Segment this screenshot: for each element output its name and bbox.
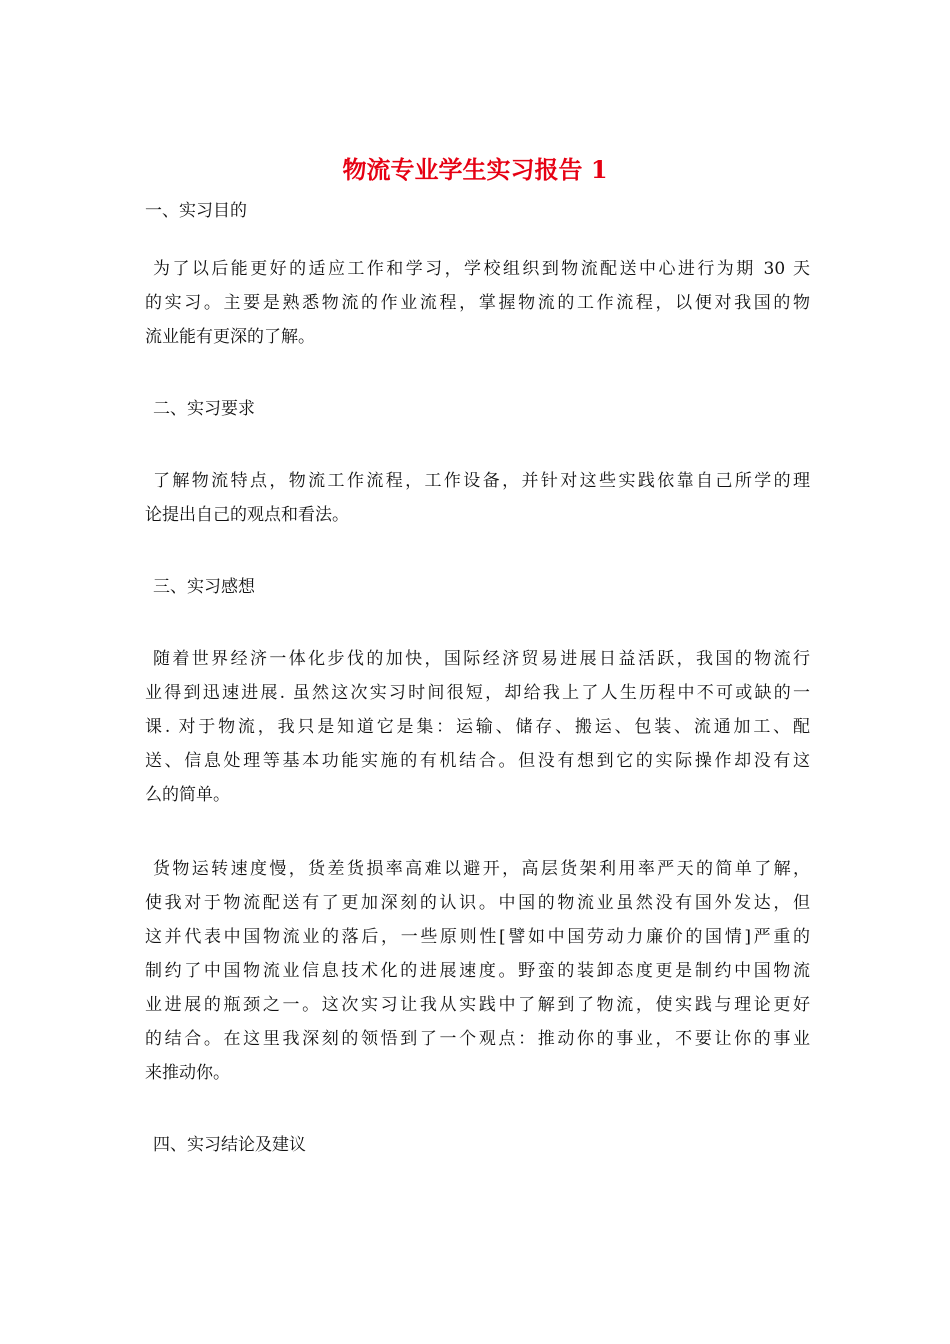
paragraph-line: 的实习。主要是熟悉物流的作业流程，掌握物流的工作流程，以便对我国的物 xyxy=(145,293,810,313)
paragraph-line: 论提出自己的观点和看法。 xyxy=(145,505,349,525)
paragraph-line: 业进展的瓶颈之一。这次实习让我从实践中了解到了物流，使实践与理论更好 xyxy=(145,995,810,1015)
document-body xyxy=(145,196,810,1160)
paragraph-line: 的结合。在这里我深刻的领悟到了一个观点：推动你的事业，不要让你的事业 xyxy=(145,1029,810,1049)
paragraph-line: 这并代表中国物流业的落后，一些原则性[譬如中国劳动力廉价的国情]严重的 xyxy=(145,927,810,947)
paragraph-line: 流业能有更深的了解。 xyxy=(145,327,315,347)
paragraph-reflections-1 xyxy=(145,642,810,812)
paragraph-line: 送、信息处理等基本功能实施的有机结合。但没有想到它的实际操作却没有这 xyxy=(145,751,810,771)
paragraph-line: 随着世界经济一体化步伐的加快，国际经济贸易进展日益活跃，我国的物流行 xyxy=(153,649,810,669)
paragraph-line: 为了以后能更好的适应工作和学习，学校组织到物流配送中心进行为期 30 天 xyxy=(153,259,810,279)
paragraph-line: 使我对于物流配送有了更加深刻的认识。中国的物流业虽然没有国外发达，但 xyxy=(145,893,810,913)
paragraph-line: 课. 对于物流，我只是知道它是集：运输、储存、搬运、包装、流通加工、配 xyxy=(145,717,810,737)
paragraph-reflections-2 xyxy=(145,852,810,1090)
paragraph-line: 来推动你。 xyxy=(145,1063,230,1083)
paragraph-line: 么的简单。 xyxy=(145,785,230,805)
section-heading-conclusions: 四、实习结论及建议 xyxy=(153,1135,306,1155)
section-heading-requirements: 二、实习要求 xyxy=(153,399,255,419)
paragraph-line: 了解物流特点，物流工作流程，工作设备，并针对这些实践依靠自己所学的理 xyxy=(153,471,810,491)
paragraph-purpose xyxy=(145,252,810,354)
section-heading-reflections: 三、实习感想 xyxy=(153,577,255,597)
paragraph-line: 业得到迅速进展. 虽然这次实习时间很短，却给我上了人生历程中不可或缺的一 xyxy=(145,683,810,703)
paragraph-requirements xyxy=(145,464,810,532)
document-title: 物流专业学生实习报告 1 xyxy=(342,155,608,184)
paragraph-line: 制约了中国物流业信息技术化的进展速度。野蛮的装卸态度更是制约中国物流 xyxy=(145,961,810,981)
section-heading-purpose: 一、实习目的 xyxy=(145,201,247,221)
paragraph-line: 货物运转速度慢，货差货损率高难以避开，高层货架利用率严天的简单了解， xyxy=(153,859,810,879)
